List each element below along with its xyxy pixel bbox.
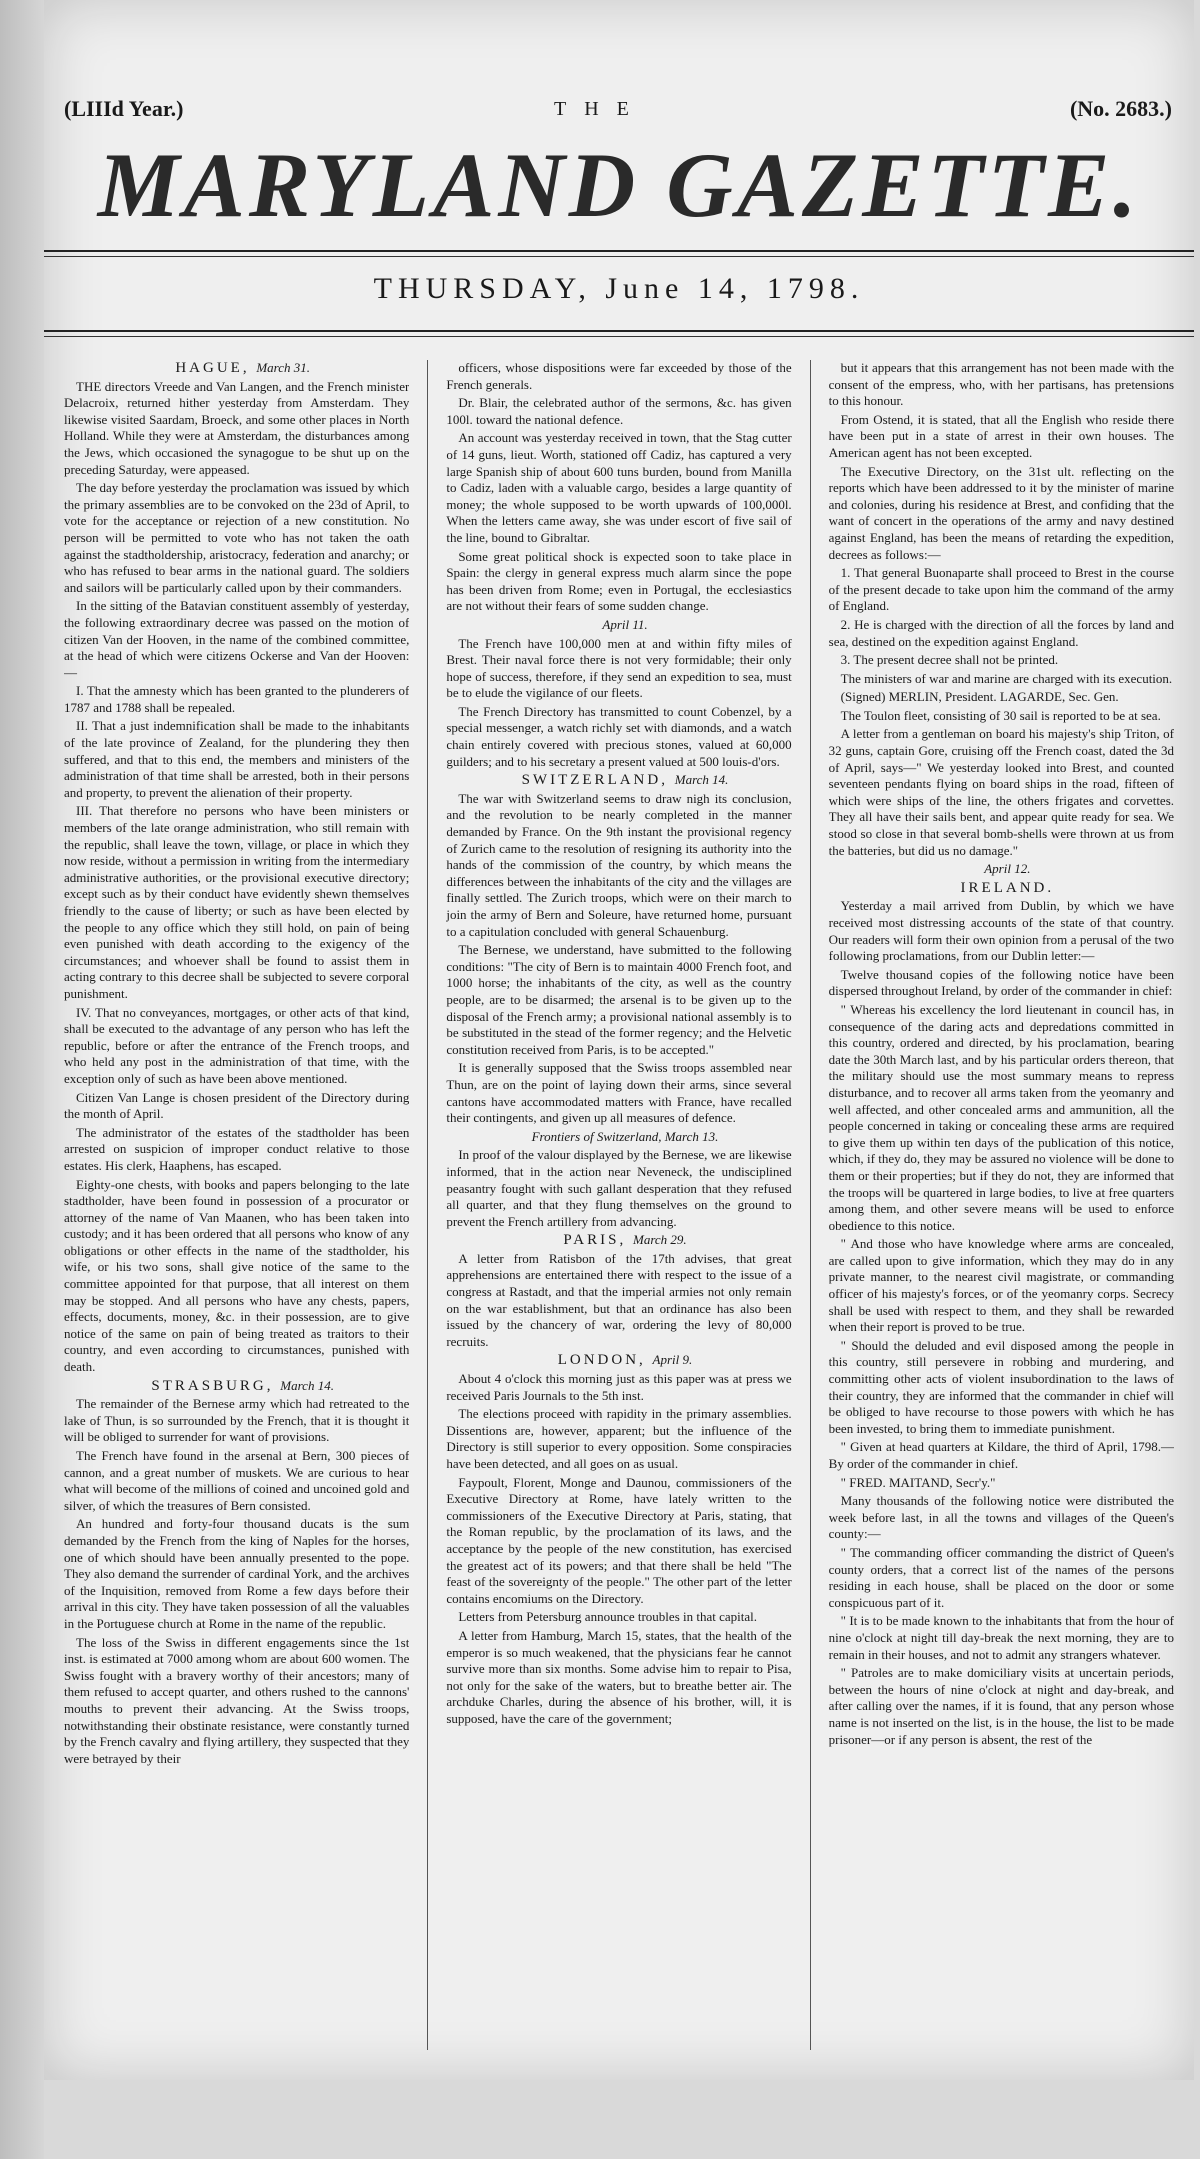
masthead (44, 0, 1194, 360)
article-paragraph: THE directors Vreede and Van Langen, and the French minister Delacroix, returned hither yesterday from Amsterdam. They likewise visited Saardam, Broeck, and some other places in North Holland. While they were at Amsterdam, the disturbances among the Jews, which occasioned the synagogue to be shut up on the preceding Saturday, were appeased. (64, 378, 410, 477)
sub-heading: Frontiers of Switzerland, March 13. (531, 1128, 719, 1144)
article-paragraph: The ministers of war and marine are charged with its execution. (840, 670, 1173, 686)
dateline: THURSDAY, June 14, 1798. (373, 272, 865, 305)
article-paragraph: " The commanding officer commanding the district of Queen's county orders, that a correct list of the names of the persons residing in each house, shall be placed on the door or some conspicuous part of it. (828, 1544, 1175, 1610)
article-paragraph: I. That the amnesty which has been granted to the plunderers of 1787 and 1788 shall be repealed. (64, 683, 410, 715)
masthead-rule-top (44, 250, 1194, 252)
heading-date: March 14. (674, 772, 729, 788)
column-divider (810, 360, 811, 2050)
article-paragraph: Twelve thousand copies of the following notice have been dispersed throughout Ireland, by order of the commander in chief: (828, 966, 1175, 999)
article-paragraph: Yesterday a mail arrived from Dublin, by which we have received most distressing accounts of the state of that country. Our readers will form their own opinion from a perusal of the two following proclamations, from our Dublin letter:— (828, 898, 1175, 964)
article-paragraph: Faypoult, Florent, Monge and Daunou, commissioners of the Executive Directory at Rome, have lately written to the commissioners of the Executive Directory at Paris, stating, that the Roman republic, by the proclamation of its laws, and the acceptance by the people of the new constitution, has exercised the greatest act of its powers; and that there shall be held "The feast of the sovereignty of the people." The other part of the letter contains encomiums on the Directory. (446, 1474, 792, 1606)
column-3 (829, 360, 1174, 2050)
article-paragraph: The Toulon fleet, consisting of 30 sail is reported to be at sea. (840, 707, 1161, 723)
article-paragraph: II. That a just indemnification shall be made to the inhabitants of the late province of Zealand, for the plundering they then suffered, and that to this end, the members and ministers of the administration of that time shall be arrested, both in their persons and property, to prevent the alienation of their property. (64, 718, 410, 800)
newspaper-title: MARYLAND GAZETTE. (97, 134, 1141, 236)
dateline-heading (446, 772, 791, 789)
volume-year: (LIIId Year.) (64, 96, 184, 121)
heading-date: April 9. (652, 1352, 693, 1368)
heading-place: LONDON, (557, 1352, 646, 1369)
article-paragraph: " And those who have knowledge where arms are concealed, are called upon to give information, which they may do in any private manner, to the nearest civil magistrate, or commanding officer of his majesty's forces, or of the yeomanry corps. Secrecy shall be used with respect to them, and they shall be rewarded when their report is proved to be true. (828, 1236, 1175, 1335)
dateline-heading (64, 1378, 409, 1395)
article-paragraph: " It is to be made known to the inhabitants that from the hour of nine o'clock at night till day-break the next morning, they are to remain in their houses, and not to admit any strangers whatever. (828, 1613, 1175, 1662)
article-paragraph: officers, whose dispositions were far exceeded by those of the French generals. (446, 360, 792, 392)
article-paragraph: In proof of the valour displayed by the Bernese, we are likewise informed, that in the action near Neveneck, the undisciplined peasantry fought with such gallant desperation that they refused all quarter, and that they flung themselves on the ground to prevent the French artillery from advancing. (446, 1147, 792, 1229)
dateline-heading (64, 360, 409, 377)
newspaper-page (44, 0, 1194, 2080)
article-paragraph: From Ostend, it is stated, that all the English who reside there have been put in a state of arrest in their own houses. The American agent has not been excepted. (828, 411, 1175, 460)
article-paragraph: " Whereas his excellency the lord lieutenant in council has, in consequence of the daring acts and depredations committed in this country, ordered and directed, by his proclamation, bearing date the 30th March last, and by his particular orders thereon, that the military should use the most summary means to repress disturbance, and to recover all arms taken from the yeomanry and well affected, and other concealed arms and ammunition, all the people concerned in taking or concealing these arms are required to give them up within ten days of the publication of this notice, which, if they do, they may be assured no violence will be done to them or their properties; but if they do not, they are informed that the troops will be quartered in large bodies, to live at free quarters among them, and other severe means will be used to enforce obedience to this notice. (828, 1001, 1175, 1233)
heading-place: HAGUE, (175, 360, 250, 376)
paper-edge (0, 0, 44, 2159)
heading-place: PARIS, (563, 1232, 627, 1249)
masthead-rule-bottom-thin (44, 336, 1194, 337)
heading-date: March 14. (280, 1377, 334, 1393)
article-paragraph: The day before yesterday the proclamation was issued by which the primary assemblies are to be convoked on the 23d of April, to vote for the acceptance or rejection of a new constitution. No person will be permitted to vote who has not taken the oath against the stadtholdership, aristocracy, federation and anarchy; or who has refused to bear arms in the national guard. The soldiers and sailors will be particularly called upon by their commanders. (64, 480, 410, 595)
article-paragraph: Some great political shock is expected soon to take place in Spain: the clergy in general express much alarm since the pope has been driven from Rome; even in Portugal, the ecclesiastics are not without their fears of some sudden change. (446, 548, 792, 614)
article-paragraph: It is generally supposed that the Swiss troops assembled near Thun, are on the point of laying down their arms, since several cantons have accommodated matters with France, have recalled their contingents, and given up all measures of defence. (446, 1060, 792, 1126)
article-paragraph: Many thousands of the following notice were distributed the week before last, in all the towns and villages of the Queen's county:— (828, 1493, 1175, 1542)
article-paragraph: Citizen Van Lange is chosen president of the Directory during the month of April. (64, 1089, 410, 1122)
heading-date: March 29. (632, 1232, 687, 1248)
article-paragraph: A letter from a gentleman on board his majesty's ship Triton, of 32 guns, captain Gore, cruising off the French coast, dated the 3d of April, says—" We yesterday looked into Brest, and counted seventeen pendants flying on board ships in the road, fifteen of which were ships of the line, the others frigates and corvettes. They all have their sails bent, and appear quite ready for sea. We stood so close in that several bomb-shells were thrown at us from the batteries, but did us no damage." (828, 726, 1175, 858)
signature: " FRED. MAITAND, Secr'y." (840, 1474, 996, 1490)
dateline-heading (446, 1352, 791, 1369)
article-paragraph: The French Directory has transmitted to count Cobenzel, by a special messenger, a watch richly set with diamonds, and a watch chain entirely covered with precious stones, valued at 60,000 guilders; and to his secretary a present valued at 500 louis-d'ors. (446, 703, 792, 769)
article-paragraph: " Should the deluded and evil disposed among the people in this country, still persevere in robbing and murdering, and committing other acts of violent insubordination to the laws of their country, they are informed that the commander in chief will be obliged to have recourse to those powers with which he has been invested, to bring them to immediate punishment. (828, 1337, 1175, 1436)
article-paragraph: " Given at head quarters at Kildare, the third of April, 1798.—By order of the commander in chief. (828, 1439, 1175, 1471)
article-paragraph: III. That therefore no persons who have been ministers or members of the late orange administration, who still remain with the republic, shall leave the town, village, or place in which they now reside, without a permission in writing from the intermediary administrative authorities, or the provisional executive directory; except such as by their conduct have evidently shewn themselves friendly to the cause of liberty; or such as have been elected by the people to any office which they still hold, on pain of being even punished with death according to the exigency of the circumstances; and whoever shall be found to assist them in acting contrary to this decree shall be subjected to severe corporal punishment. (64, 803, 410, 1001)
sub-heading: April 12. (984, 861, 1031, 877)
article-columns (64, 360, 1174, 2050)
article-paragraph: The loss of the Swiss in different engagements since the 1st inst. is estimated at 7000 among whom are about 600 women. The Swiss fought with a bravery worthy of their ancestors; many of them refused to accept quarter, and others rushed to the cannons' mouths to prevent their advancing. At the Swiss troops, notwithstanding their obstinate resistance, were constantly turned by the French cavalry and flying artillery, they suspected that they were betrayed by their (64, 1634, 410, 1766)
article-paragraph: In the sitting of the Batavian constituent assembly of yesterday, the following extraordinary decree was passed on the motion of citizen Van der Hooven, in the name of the combined committee, at the head of which were citizens Ockerse and Van der Hooven:— (64, 598, 410, 680)
article-paragraph: The elections proceed with rapidity in the primary assemblies. Dissentions are, however, apparent; but the influence of the Directory is still superior to every opposition. Some conspiracies have been detected, and all goes on as usual. (446, 1406, 792, 1471)
article-paragraph: Eighty-one chests, with books and papers belonging to the late stadtholder, have been found in possession of a procurator or attorney of the name of Van Maanen, who has been taken into custody; and it has been ordered that all persons who know of any obligations or other effects in the name of the stadtholder, his wife, or his two sons, shall give notice of the same to the committee appointed for that purpose, that all interest on them may be stopped. And all persons who have any chests, papers, effects, documents, money, &c. in their possession, are to give notice of the same on pain of being treated as traitors to their country, and even according to circumstances, punished with death. (64, 1176, 410, 1375)
masthead-rule-bottom (44, 330, 1194, 332)
article-paragraph: IV. That no conveyances, mortgages, or other acts of that kind, shall be executed to the advantage of any person who has left the republic, before or after the entrance of the French troops, and who held any post in the administration of that time, with the exception only of such as have been above mentioned. (64, 1004, 410, 1086)
article-paragraph: The remainder of the Bernese army which had retreated to the lake of Thun, is so surrounded by the French, that it is thought it will be obliged to surrender for want of provisions. (64, 1396, 410, 1445)
article-paragraph: Letters from Petersburg announce troubles in that capital. (458, 1609, 757, 1625)
article-paragraph: " Patroles are to make domiciliary visits at uncertain periods, between the hours of nine o'clock at night and day-break, and after calling over the names, if it is found, that any person whose name is not inserted on the list, is in the house, the list to be made prisoner—or if any person is absent, the rest of the (828, 1665, 1175, 1747)
heading-date: March 31. (256, 360, 311, 375)
article-paragraph: About 4 o'clock this morning just as this paper was at press we received Paris Journals to the 5th inst. (446, 1371, 792, 1403)
article-paragraph: The war with Switzerland seems to draw nigh its conclusion, and the revolution to be nearly completed in the manner demanded by France. On the 9th instant the provisional regency of Zurich came to the resolution of resigning its authority into the hands of the commission of the country, by which means the differences between the inhabitants of the city and the villages are finally settled. The Zurich troops, which were on their march to join the army of Bern and Soleure, have returned home, pursuant to a capitulation concluded with general Schauenburg. (446, 790, 792, 939)
heading-place: SWITZERLAND, (521, 772, 668, 789)
article-paragraph: The French have 100,000 men at and within fifty miles of Brest. Their naval force there is not very formidable; their only hope of success, therefore, if they send an expedition to sea, must be to elude the vigilance of our fleets. (446, 635, 792, 701)
article-paragraph: An account was yesterday received in town, that the Stag cutter of 14 guns, lieut. Worth, stationed off Cadiz, has captured a very large Spanish ship of about 600 tuns burden, bound from Manilla to Cadiz, laden with a valuable cargo, besides a large quantity of money; the whole supposed to be worth upwards of 100,000l. When the letters came away, she was under escort of five sail of the line, bound to Gibraltar. (446, 430, 792, 545)
masthead-the: THE (554, 98, 647, 120)
article-paragraph: The Bernese, we understand, have submitted to the following conditions: "The city of Bern is to maintain 4000 French foot, and 1000 horse; the inhabitants of the city, as well as the country people, are to be disarmed; the arsenal is to be given up to the disposal of the French army; a provisional national assembly is to be substituted in the stead of the former regency; and the Helvetic constitution received from Paris, is to be accepted." (446, 942, 792, 1057)
dateline-heading (446, 1232, 791, 1249)
article-paragraph: Dr. Blair, the celebrated author of the sermons, &c. has given 100l. toward the national defence. (446, 395, 792, 427)
issue-number: (No. 2683.) (1069, 96, 1172, 121)
article-paragraph: 2. He is charged with the direction of all the forces by land and sea, destined on the expedition against England. (828, 616, 1175, 649)
article-paragraph: An hundred and forty-four thousand ducats is the sum demanded by the French from the king of Naples for the horses, one of which should have been annually presented to the pope. They also demand the surrender of cardinal York, and the archives of the Inquisition, removed from Rome a few days before their arrival in this city. They have taken possession of all the valuables in the Portuguese church at Rome in the name of the republic. (64, 1516, 410, 1631)
article-paragraph: The Executive Directory, on the 31st ult. reflecting on the reports which have been addressed to it by the minister of marine and colonies, during his residence at Brest, and confiding that the want of concert in the operations of the army and navy destined against England, has been the means of retarding the expedition, decrees as follows:— (828, 463, 1175, 562)
article-paragraph: but it appears that this arrangement has not been made with the consent of the empress, who, with her partisans, has pretensions to this honour. (828, 360, 1175, 409)
masthead-rule-top-thin (44, 256, 1194, 257)
column-1 (64, 360, 409, 2050)
column-2 (446, 360, 791, 2050)
article-paragraph: 1. That general Buonaparte shall proceed to Brest in the course of the present decade to take upon him the command of the army of England. (828, 565, 1175, 614)
dateline-heading (829, 880, 1174, 897)
heading-place: IRELAND. (960, 879, 1055, 896)
article-paragraph: A letter from Ratisbon of the 17th advises, that great apprehensions are entertained there with respect to the issue of a congress at Rastadt, and that the imperial armies not only remain on the war establishment, but that an ordinance has also been issued by the chancery of war, ordering the levy of 80,000 recruits. (446, 1250, 792, 1349)
sub-heading: April 11. (602, 616, 648, 632)
column-divider (427, 360, 428, 2050)
signature: (Signed) MERLIN, President. LAGARDE, Sec. Gen. (840, 689, 1119, 705)
article-paragraph: A letter from Hamburg, March 15, states, that the health of the emperor is so much weakened, that the physicians fear he cannot survive more than six months. Some advise him to repair to Pisa, not only for the sake of the waters, but to breathe better air. The archduke Charles, during the absence of his brother, will, it is supposed, have the care of the government; (446, 1627, 792, 1726)
article-paragraph: 3. The present decree shall not be printed. (840, 652, 1059, 668)
article-paragraph: The administrator of the estates of the stadtholder has been arrested on suspicion of improper conduct relative to those estates. His clerk, Haaphens, has escaped. (64, 1124, 410, 1173)
heading-place: STRASBURG, (151, 1377, 274, 1394)
article-paragraph: The French have found in the arsenal at Bern, 300 pieces of cannon, and a great number of muskets. We are curious to hear what will become of the millions of coined and uncoined gold and silver, of which the treasures of Bern consisted. (64, 1448, 410, 1513)
